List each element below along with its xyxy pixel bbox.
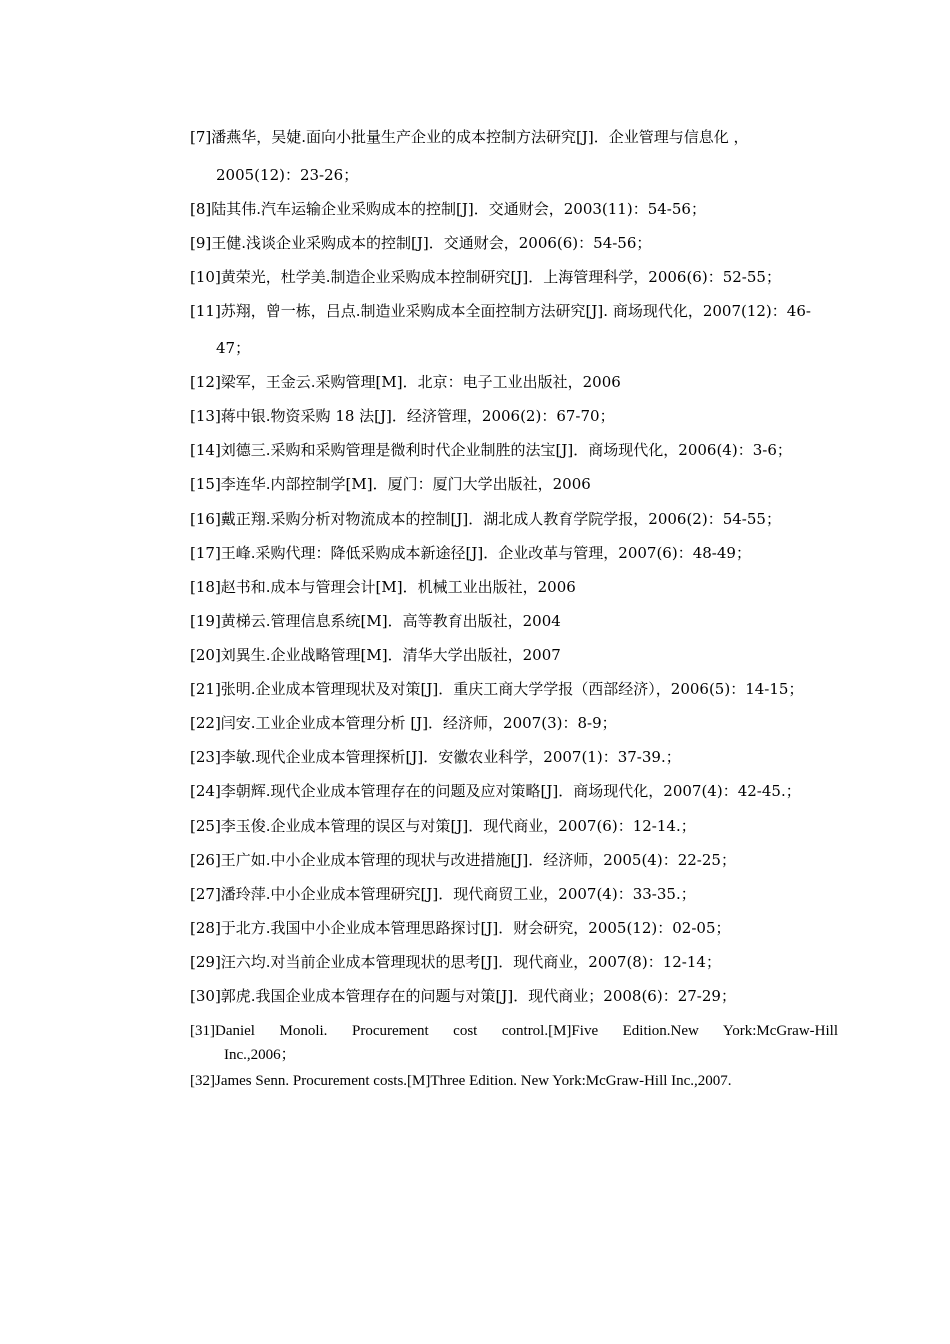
reference-30: [30]郭虎.我国企业成本管理存在的问题与对策[J]．现代商业；2008(6)：27-29； bbox=[190, 987, 736, 1005]
reference-15: [15]李连华.内部控制学[M]．厦门：厦门大学出版社，2006 bbox=[190, 475, 591, 493]
reference-32: [32]James Senn. Procurement costs.[M]Three Edition. New York:McGraw-Hill Inc.,2007. bbox=[190, 1073, 732, 1089]
reference-11: [11]苏翔，曾一栋，吕点.制造业采购成本全面控制方法研究[J]. 商场现代化，2007(12)：46- bbox=[190, 302, 811, 320]
reference-26: [26]王广如.中小企业成本管理的现状与改进措施[J]．经济师，2005(4)：22-25； bbox=[190, 851, 736, 869]
reference-7-continuation: 2005(12)：23-26； bbox=[216, 166, 359, 184]
reference-9: [9]王健.浅谈企业采购成本的控制[J]．交通财会，2006(6)：54-56； bbox=[190, 234, 652, 252]
reference-25: [25]李玉俊.企业成本管理的误区与对策[J]．现代商业，2007(6)：12-14.； bbox=[190, 817, 696, 835]
reference-23: [23]李敏.现代企业成本管理探析[J]．安徽农业科学，2007(1)：37-39.； bbox=[190, 748, 681, 766]
reference-12: [12]梁军，王金云.采购管理[M]．北京：电子工业出版社，2006 bbox=[190, 373, 621, 391]
reference-29: [29]汪六均.对当前企业成本管理现状的思考[J]．现代商业，2007(8)：12-14； bbox=[190, 953, 721, 971]
reference-17: [17]王峰.采购代理：降低采购成本新途径[J]．企业改革与管理，2007(6)：48-49； bbox=[190, 544, 751, 562]
reference-18: [18]赵书和.成本与管理会计[M]．机械工业出版社，2006 bbox=[190, 578, 576, 596]
reference-14: [14]刘德三.采购和采购管理是微利时代企业制胜的法宝[J]．商场现代化，2006(4)：3-6； bbox=[190, 441, 792, 459]
reference-13: [13]蒋中银.物资采购 18 法[J]．经济管理，2006(2)：67-70； bbox=[190, 407, 615, 425]
reference-21: [21]张明.企业成本管理现状及对策[J]．重庆工商大学学报（西部经济），2006(5)：14-15； bbox=[190, 680, 804, 698]
reference-7: [7]潘燕华，吴婕.面向小批量生产企业的成本控制方法研究[J]．企业管理与信息化 ， bbox=[190, 128, 749, 146]
reference-31: [31]Daniel Monoli. Procurement cost control.[M]Five Edition.New York:McGraw-Hill bbox=[190, 1023, 838, 1039]
reference-24: [24]李朝辉.现代企业成本管理存在的问题及应对策略[J]．商场现代化，2007(4)：42-45.； bbox=[190, 782, 801, 800]
reference-11-continuation: 47； bbox=[216, 339, 251, 357]
reference-31-continuation: Inc.,2006； bbox=[224, 1047, 296, 1063]
reference-19: [19]黄梯云.管理信息系统[M]．高等教育出版社，2004 bbox=[190, 612, 561, 630]
reference-22: [22]闫安.工业企业成本管理分析 [J]．经济师，2007(3)：8-9； bbox=[190, 714, 617, 732]
reference-20: [20]刘異生.企业战略管理[M]．清华大学出版社，2007 bbox=[190, 646, 561, 664]
reference-16: [16]戴正翔.采购分析对物流成本的控制[J]．湖北成人教育学院学报，2006(2)：54-55； bbox=[190, 510, 781, 528]
reference-28: [28]于北方.我国中小企业成本管理思路探讨[J]．财会研究，2005(12)：02-05； bbox=[190, 919, 731, 937]
reference-27: [27]潘玲萍.中小企业成本管理研究[J]．现代商贸工业，2007(4)：33-35.； bbox=[190, 885, 696, 903]
reference-10: [10]黄荣光，杜学美.制造企业采购成本控制研究[J]．上海管理科学，2006(6)：52-55； bbox=[190, 268, 781, 286]
reference-8: [8]陆其伟.汽车运输企业采购成本的控制[J]．交通财会，2003(11)：54-56； bbox=[190, 200, 706, 218]
